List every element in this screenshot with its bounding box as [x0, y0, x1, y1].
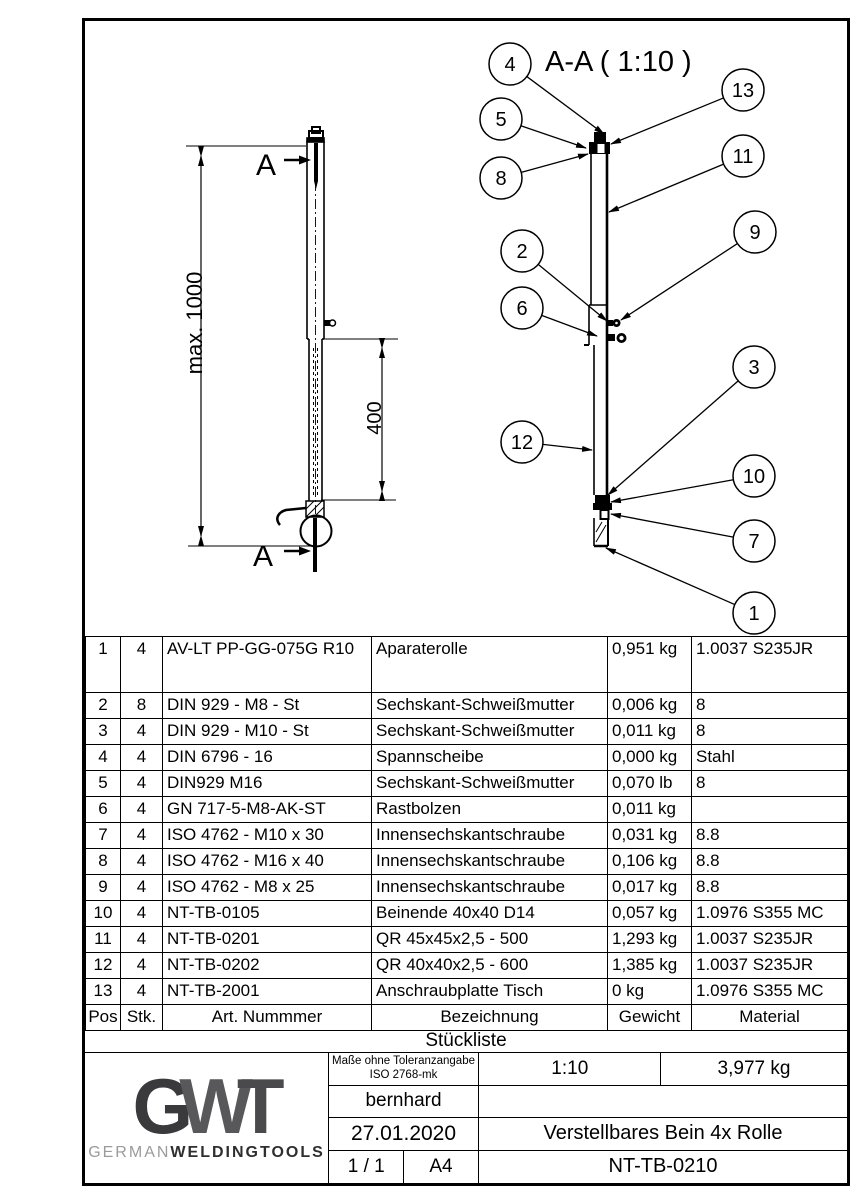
tolerance-line1: Maße ohne Toleranzangabe	[331, 1054, 475, 1067]
bom-header-row	[86, 1005, 848, 1031]
bom-cell-qty: 4	[121, 637, 163, 693]
bom-cell-bez: QR 40x40x2,5 - 600	[372, 953, 608, 979]
bom-header-mat: Material	[692, 1005, 848, 1031]
bom-cell-art: DIN 929 - M8 - St	[163, 693, 372, 719]
bom-cell-gew: 0 kg	[608, 979, 692, 1005]
tolerance-line2: ISO 2768-mk	[369, 1068, 438, 1081]
title-block	[85, 1053, 847, 1183]
bom-cell-gew: 0,070 lb	[608, 771, 692, 797]
bom-cell-bez: Innensechskantschraube	[372, 875, 608, 901]
balloon-number-8: 8	[495, 168, 507, 190]
bom-cell-art: NT-TB-0105	[163, 901, 372, 927]
side-view	[277, 127, 335, 572]
bom-cell-art: DIN929 M16	[163, 771, 372, 797]
bom-cell-mat: 8.8	[692, 875, 848, 901]
drawing-number: NT-TB-0210	[608, 1155, 718, 1178]
bom-cell-gew: 0,011 kg	[608, 719, 692, 745]
bom-cell-qty: 4	[121, 823, 163, 849]
bom-cell-art: DIN 929 - M10 - St	[163, 719, 372, 745]
title-block-middle	[328, 1053, 478, 1183]
drawing-area	[85, 21, 847, 636]
balloon-number-12: 12	[510, 432, 534, 454]
balloon-number-10: 10	[742, 466, 766, 488]
bom-cell-art: NT-TB-2001	[163, 979, 372, 1005]
company-logo	[85, 1053, 328, 1183]
bom-cell-art: NT-TB-0201	[163, 927, 372, 953]
balloon-number-1: 1	[748, 603, 760, 625]
logo-subtitle	[88, 1144, 325, 1162]
bom-row	[86, 901, 848, 927]
bom-cell-mat: 1.0976 S355 MC	[692, 979, 848, 1005]
bom-cell-mat: 8	[692, 771, 848, 797]
bom-row	[86, 797, 848, 823]
bom-cell-bez: Innensechskantschraube	[372, 823, 608, 849]
bom-cell-pos: 9	[86, 875, 121, 901]
bom-cell-bez: Sechskant-Schweißmutter	[372, 771, 608, 797]
balloon-leader-3	[608, 381, 738, 495]
title-block-right	[478, 1053, 847, 1183]
drawing-date: 27.01.2020	[329, 1118, 478, 1151]
bom-cell-gew: 0,011 kg	[608, 797, 692, 823]
bom-cell-bez: Innensechskantschraube	[372, 849, 608, 875]
svg-text:A: A	[253, 540, 274, 573]
balloon-number-4: 4	[504, 54, 516, 76]
balloon-leader-4	[527, 77, 604, 134]
balloon-leader-7	[611, 514, 733, 537]
balloon-leader-1	[606, 548, 735, 605]
bom-cell-gew: 0,106 kg	[608, 849, 692, 875]
bom-cell-gew: 1,385 kg	[608, 953, 692, 979]
bom-row	[86, 771, 848, 797]
parts-list-table	[85, 636, 848, 1031]
bom-cell-art: ISO 4762 - M10 x 30	[163, 823, 372, 849]
balloon-leader-13	[611, 98, 724, 144]
bom-cell-mat: 8	[692, 719, 848, 745]
bom-cell-pos: 12	[86, 953, 121, 979]
scale-weight-row	[479, 1053, 847, 1086]
balloon-leader-12	[543, 444, 592, 450]
bom-row	[86, 719, 848, 745]
bom-cell-pos: 13	[86, 979, 121, 1005]
bom-cell-mat: 8	[692, 693, 848, 719]
logo-letter-g: G	[132, 1062, 190, 1150]
bom-cell-pos: 5	[86, 771, 121, 797]
bom-cell-gew: 0,006 kg	[608, 693, 692, 719]
empty-cell	[479, 1086, 847, 1119]
logo-subtitle-german: GERMAN	[88, 1144, 171, 1161]
bom-cell-qty: 4	[121, 927, 163, 953]
balloon-callouts	[480, 43, 776, 634]
bom-body	[86, 637, 848, 1005]
bom-cell-bez: Rastbolzen	[372, 797, 608, 823]
bom-cell-art: DIN 6796 - 16	[163, 745, 372, 771]
bom-cell-qty: 4	[121, 875, 163, 901]
balloon-number-7: 7	[748, 531, 760, 553]
bom-cell-pos: 10	[86, 901, 121, 927]
bom-cell-bez: Sechskant-Schweißmutter	[372, 719, 608, 745]
bom-cell-gew: 0,057 kg	[608, 901, 692, 927]
balloon-number-9: 9	[749, 222, 761, 244]
drawing-sheet	[82, 18, 850, 1186]
bom-cell-mat: 8.8	[692, 849, 848, 875]
paper-format: A4	[429, 1155, 453, 1177]
bom-cell-qty: 4	[121, 849, 163, 875]
bom-cell-qty: 4	[121, 979, 163, 1005]
bom-cell-gew: 0,000 kg	[608, 745, 692, 771]
bom-cell-art: NT-TB-0202	[163, 953, 372, 979]
bom-row	[86, 637, 848, 693]
bom-cell-mat: 8.8	[692, 823, 848, 849]
balloon-number-6: 6	[516, 298, 528, 320]
bom-cell-mat: Stahl	[692, 745, 848, 771]
bom-cell-qty: 4	[121, 745, 163, 771]
gwt-logo	[132, 1062, 281, 1150]
technical-drawing	[85, 21, 847, 636]
balloon-leader-10	[611, 480, 733, 502]
balloon-number-13: 13	[731, 80, 755, 102]
balloon-number-2: 2	[516, 241, 528, 263]
bom-cell-bez: Aparaterolle	[372, 637, 608, 693]
balloon-leader-11	[609, 164, 724, 212]
bom-cell-qty: 4	[121, 797, 163, 823]
bom-cell-mat: 1.0037 S235JR	[692, 953, 848, 979]
bom-cell-bez: Spannscheibe	[372, 745, 608, 771]
bom-cell-mat: 1.0037 S235JR	[692, 637, 848, 693]
bom-row	[86, 927, 848, 953]
bom-row	[86, 745, 848, 771]
section-view-title: A-A ( 1:10 )	[545, 46, 692, 78]
bom-cell-art: ISO 4762 - M16 x 40	[163, 849, 372, 875]
balloon-number-11: 11	[732, 146, 754, 168]
balloon-leader-9	[621, 244, 737, 320]
bom-row	[86, 849, 848, 875]
bom-row	[86, 823, 848, 849]
bom-cell-art: GN 717-5-M8-AK-ST	[163, 797, 372, 823]
bom-row	[86, 693, 848, 719]
bom-cell-bez: Sechskant-Schweißmutter	[372, 693, 608, 719]
author-name: bernhard	[329, 1086, 478, 1119]
bom-cell-pos: 11	[86, 927, 121, 953]
bom-cell-qty: 4	[121, 719, 163, 745]
total-weight: 3,977 kg	[717, 1057, 791, 1079]
section-marker-bottom	[253, 540, 311, 573]
bom-cell-pos: 4	[86, 745, 121, 771]
bom-cell-pos: 8	[86, 849, 121, 875]
bom-cell-gew: 0,031 kg	[608, 823, 692, 849]
bom-cell-mat: 1.0976 S355 MC	[692, 901, 848, 927]
bom-header-art: Art. Nummmer	[163, 1005, 372, 1031]
bom-cell-gew: 0,017 kg	[608, 875, 692, 901]
bom-cell-art: ISO 4762 - M8 x 25	[163, 875, 372, 901]
parts-list-title: Stückliste	[85, 1030, 847, 1053]
bom-cell-pos: 7	[86, 823, 121, 849]
bom-cell-pos: 2	[86, 693, 121, 719]
balloon-leader-5	[521, 126, 586, 148]
logo-subtitle-weldingtools: WELDINGTOOLS	[170, 1144, 325, 1161]
bom-cell-mat	[692, 797, 848, 823]
dim-400-label: 400	[364, 401, 386, 435]
logo-letter-t: T	[236, 1062, 281, 1150]
dimension-400	[321, 339, 398, 500]
bom-header-pos: Pos	[86, 1005, 121, 1031]
drawing-scale: 1:10	[479, 1053, 661, 1085]
bom-cell-gew: 0,951 kg	[608, 637, 692, 693]
bom-cell-qty: 4	[121, 953, 163, 979]
bom-cell-bez: QR 45x45x2,5 - 500	[372, 927, 608, 953]
bom-header-qty: Stk.	[121, 1005, 163, 1031]
svg-text:A: A	[256, 149, 277, 182]
bom-cell-qty: 4	[121, 771, 163, 797]
dim-max-1000-label: max. 1000	[182, 271, 207, 375]
bom-cell-qty: 4	[121, 901, 163, 927]
tolerance-note	[329, 1053, 478, 1086]
section-marker-top	[256, 149, 311, 182]
bom-cell-gew: 1,293 kg	[608, 927, 692, 953]
bom-cell-bez: Anschraubplatte Tisch	[372, 979, 608, 1005]
bom-cell-art: AV-LT PP-GG-075G R10	[163, 637, 372, 693]
sheet-format-row	[329, 1151, 478, 1184]
bom-row	[86, 953, 848, 979]
bom-header-bez: Bezeichnung	[372, 1005, 608, 1031]
bom-cell-pos: 6	[86, 797, 121, 823]
bom-cell-mat: 1.0037 S235JR	[692, 927, 848, 953]
balloon-number-3: 3	[748, 357, 760, 379]
balloon-leader-8	[521, 154, 588, 172]
bom-cell-bez: Beinende 40x40 D14	[372, 901, 608, 927]
sheet-number: 1 / 1	[329, 1151, 404, 1184]
drawing-title: Verstellbares Bein 4x Rolle	[479, 1118, 847, 1151]
bom-row	[86, 979, 848, 1005]
balloon-leader-2	[538, 264, 607, 321]
bom-row	[86, 875, 848, 901]
bom-cell-qty: 8	[121, 693, 163, 719]
bom-cell-pos: 3	[86, 719, 121, 745]
bom-cell-pos: 1	[86, 637, 121, 693]
logo-letter-w: W	[179, 1062, 249, 1150]
bom-header-gew: Gewicht	[608, 1005, 692, 1031]
balloon-number-5: 5	[495, 109, 507, 131]
